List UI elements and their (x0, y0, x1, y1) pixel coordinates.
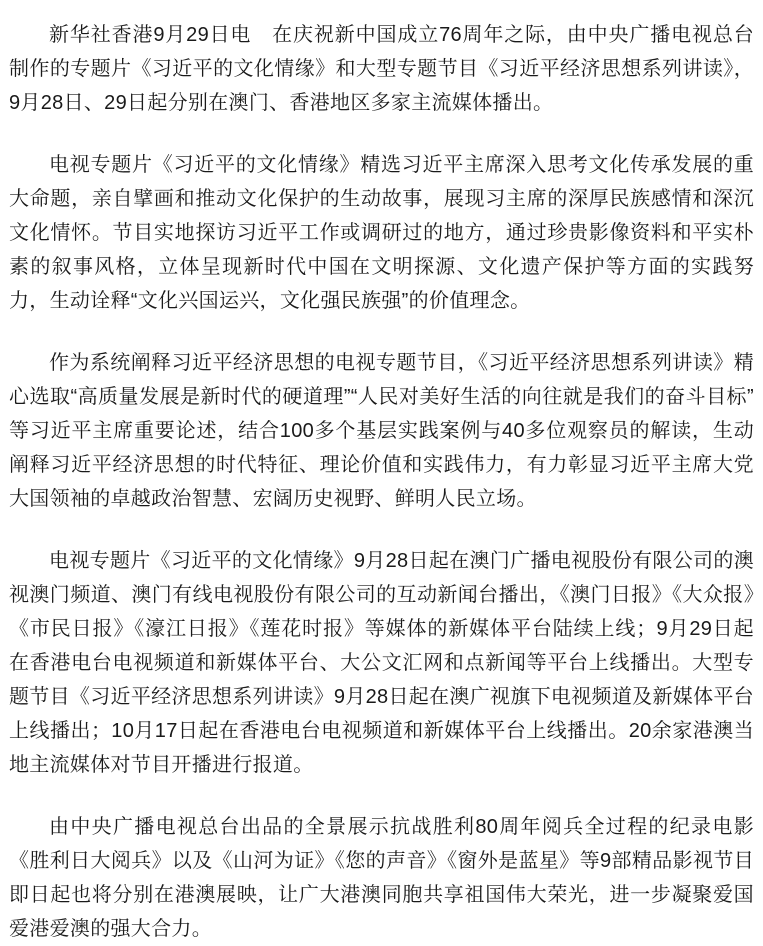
paragraph-culture-program: 电视专题片《习近平的文化情缘》精选习近平主席深入思考文化传承发展的重大命题，亲自擘画和推动文化保护的生动故事，展现习主席的深厚民族感情和深沉文化情怀。节目实地探访习近平工作或调研过的地方，通过珍贵影像资料和平实朴素的叙事风格，立体呈现新时代中国在文明探源、文化遗产保护等方面的实践努力，生动诠释“文化兴国运兴，文化强民族强”的价值理念。 (9, 154, 754, 312)
paragraph-film-screenings: 由中央广播电视总台出品的全景展示抗战胜利80周年阅兵全过程的纪录电影《胜利日大阅兵》以及《山河为证》《您的声音》《窗外是蓝星》等9部精品影视节目即日起也将分别在港澳展映，让广大港澳同胞共享祖国伟大荣光，进一步凝聚爱国爱港爱澳的强大合力。 (9, 816, 754, 940)
paragraph-economic-program: 作为系统阐释习近平经济思想的电视专题节目，《习近平经济思想系列讲读》精心选取“高质量发展是新时代的硬道理”“人民对美好生活的向往就是我们的奋斗目标”等习近平主席重要论述，结合100多个基层实践案例与40多位观察员的解读，生动阐释习近平经济思想的时代特征、理论价值和实践伟力，有力彰显习近平主席大党大国领袖的卓越政治智慧、宏阔历史视野、鲜明人民立场。 (9, 352, 754, 510)
paragraph-dateline-lead: 新华社香港9月29日电 在庆祝新中国成立76周年之际，由中央广播电视总台制作的专题片《习近平的文化情缘》和大型专题节目《习近平经济思想系列讲读》，9月28日、29日起分别在澳门、香港地区多家主流媒体播出。 (9, 24, 754, 114)
paragraph-broadcast-schedule: 电视专题片《习近平的文化情缘》9月28日起在澳门广播电视股份有限公司的澳视澳门频道、澳门有线电视股份有限公司的互动新闻台播出，《澳门日报》《大众报》《市民日报》《濠江日报》《莲花时报》等媒体的新媒体平台陆续上线；9月29日起在香港电台电视频道和新媒体平台、大公文汇网和点新闻等平台上线播出。大型专题节目《习近平经济思想系列讲读》9月28日起在澳广视旗下电视频道及新媒体平台上线播出；10月17日起在香港电台电视频道和新媒体平台上线播出。20余家港澳当地主流媒体对节目开播进行报道。 (9, 550, 754, 776)
